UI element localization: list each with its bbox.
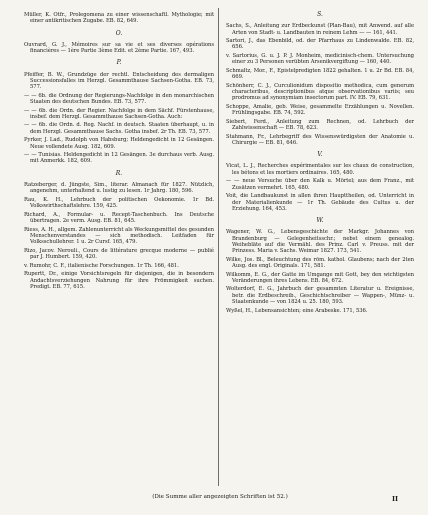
list-item: Schmaltz, Mor., F., Epistelpredigten 1822 gehalten. 1 u. 2r Bd. EB. 84, 669. (226, 67, 414, 81)
section-letter-o: O. (115, 29, 123, 37)
list-item: Rupertt, Dr., einige Vorsichtsregeln für diejenigen, die in besondern Andachtsverziehungen Nahrung für ihre Frömmigkeit suchen. Predigt. EB. 77, 615. (24, 271, 214, 290)
list-item: v. Rumohr, C. F., italienische Forschungen. 1r Th. 166, 481. (24, 262, 179, 269)
list-item: Sachs, S., Anleitung zur Erdbeckunst (Plan-Bau), mit Anwend. auf alle Arten von Stadt- u. Landbauten in reinem Lehm — — 161, 441. (226, 23, 414, 36)
list-item: Pyrker, J. Lad., Rudolph von Habsburg; Heldengedicht in 12 Gesängen. Neue vollendete Ausg. 182, 609. (24, 137, 214, 150)
list-item: Ratzeberger, d. Jüngste, Sim., literar. Almanach für 1827. Nützlich, angenehm, unterhaltend u. lustig zu lesen. 1r Jahrg. 180, 596. (24, 181, 214, 195)
section-letter-w: W. (316, 217, 324, 225)
list-item: Richard, A., Formular- u. Recept-Taschenbuch. Ins Deutsche übertragen. 2e verm. Ausg. EB. 81, 645. (24, 211, 214, 224)
summary-footer: (Die Summe aller angezeigten Schriften ist 52.) (152, 494, 288, 500)
section-letter-s: S. (317, 11, 323, 18)
page-signature-mark: II (392, 495, 399, 503)
list-item: Wyßel, H., Lebensansichten; eine Arabeske. 171, 536. (226, 307, 368, 314)
list-item: Schönherr, C. J., Curculionidum dispositio methodica, cum generum characteribus, descriptionibus atque observationibus variis; seu prodromus ad synonymiam insectorum part. IV. EB. 79, 631. (226, 82, 414, 102)
section-letter-r: R. (115, 169, 123, 177)
list-item: Voit, die Landbaukunst in allen ihren Haupttheilen, od. Unterricht in der Materialienkunde — 1r Th. Gebäude des Cultus u. der Erziehung. 164, 453. (226, 193, 414, 212)
section-letter-v: V. (317, 151, 323, 159)
list-item: Wagener, W. G., Lebensgeschichte der Markgr. Johannes von Brandenburg — Gelegenheitsschr.; nebst einem genealog. Weihebläte auf die Vermähl. des Prinz. Carl v. Preuss. mit der Prinzess. Maria v. Sachs. Weimar 1827. 173, 541. (226, 229, 414, 255)
list-item: Wilkomm, E. G., der Gatte im Umgange mit Gott, bey den wichtigsten Veränderungen ihres Lebens. EB. 84, 672. (226, 271, 414, 284)
list-item: Wolterdorf, E. G., Jahrbuch der gesammten Literatur u. Ereignisse, betr. die Erdbeschreib., Geschichtschreiber — Wappen-, Münz- u. Staatenkunde — von 1824 u. 25. 180, 593. (226, 286, 414, 305)
section-letter-p: P. (116, 59, 122, 67)
left-column (24, 12, 214, 292)
list-item: Rizo, Jacov. Nerouli., Cours de littérature grecque moderne — publié par J. Humbert. 159, 420. (24, 247, 214, 261)
right-column (226, 12, 414, 316)
list-item: — — Tunisias. Heldengedicht in 12 Gesängen. 3e durchaus verb. Ausg. mit Anmerkk. 182, 609. (24, 152, 214, 165)
list-item: v. Sartorius, G. u. J. P. J. Monheim, medicinisch-chem. Untersuchung einer zu 3 Personen verübten Arsenikvergiftung — 160, 440. (226, 53, 414, 66)
list-item: Pfeiffer, B. W., Grundzüge der rechtl. Entscheidung des dermaligen Successionsfalles im Herzgl. Gesammthause Sachsen-Gotha. EB. 73, 577. (24, 71, 214, 90)
list-item: — — 6b. die Ordnung der Regierungs-Nachfolge in den monarchischen Staaten des deutschen Bundes. EB. 73, 577. (24, 92, 214, 105)
list-item: Ouvrard, G. J., Mémoires sur sa vie et ses diverses opérations financières — 1ère Partie 3ème Edit. et 2ème Partie. 167, 493. (24, 41, 214, 54)
list-item: Rau, K. H., Lehrbuch der politischen Oekonomie. 1r Bd. Volkswirthschaftslehre. 159, 425. (24, 196, 214, 210)
list-item: — — 6b. die Ordn. d. Reg. Nachf. in deutsch. Staaten überhaupt, u. in dem Herzgl. Gesammthause Sachs. Gotha insbef. 2r Th. EB. 73, 577. (24, 122, 214, 135)
list-item: Siebert, Ferd., Anleitung zum Rechnen, od. Lehrbuch der Zahlwissenschaft — EB. 78, 623. (226, 118, 414, 132)
column-divider (218, 8, 219, 486)
list-item: Riess, A. H., allgem. Zahlenunterricht als Weckungsmittel des gesunden Menschenverstandes — sich methodisch. Leitfaden für Volksschullehrer. 1 u. 2r Cursf. 165, 479. (24, 226, 214, 246)
list-item: Müller, K. Otfr., Prolegomena zu einer wissenschaftl. Mythologie; mit einer antikritischen Zugabe. EB. 82, 649. (24, 12, 214, 25)
list-item: Schoppe, Amalie, geb. Weise, gesammelte Erzählungen u. Novellen. Frühlingsgabe. EB. 74, 592. (226, 103, 414, 117)
list-item: — — 6b. die Ordn. der Regier. Nachfolge in dem Sächf. Fürstenhause, insbef. dem Herzgl. Gesammthause Sachsen-Gotha. Auch: (24, 107, 214, 120)
list-item: Stahmann, Fr., Lehrbegriff des Wissenswürdigsten der Anatomie u. Chirurgie — EB. 81, 646. (226, 133, 414, 146)
list-item: — — neue Versuche über den Kalk u. Mörtel; aus dem Franz., mit Zusätzen vermehrt. 165, 480. (226, 178, 414, 191)
list-item: Wilke, Jos. Bl., Beleuchtung des röm. kathol. Glaubens; nach der 2ten Ausg. des engl. Originals. 171, 581. (226, 256, 414, 269)
list-item: Sartori, J., das Ebenbild, od. der Pfarrhaus zu Lindenwalde. EB. 82, 656. (226, 38, 414, 51)
list-item: Vicat, L. J., Recherches expérimentales sur les chaux de construction, les bétons et les mortiers ordinaires. 165, 480. (226, 163, 414, 176)
